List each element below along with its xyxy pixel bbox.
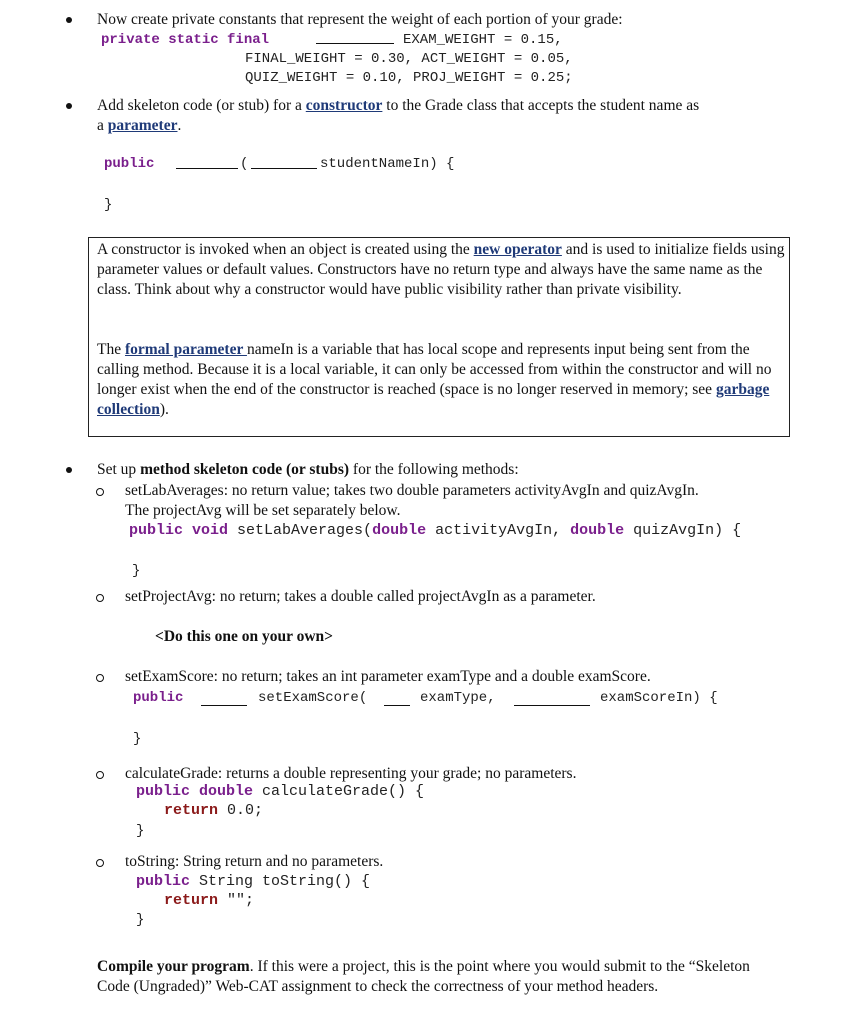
instruction-constructor <box>97 96 699 116</box>
text: nameIn is a variable that has local scope and represents input being sent from the calling method. Because it is a local variable, it can only be accessed from within the constructor and will no longer exist when the end of the constructor is reached (space is no longer reserved in memory; see <box>97 341 772 398</box>
text: . If this were a project, this is the point where you would submit to the “Skeleton Code (Ungraded)” Web-CAT assignment to check the correctness of your method headers. <box>97 958 750 995</box>
method-desc-setexamscore: setExamScore: no return; takes an int parameter examType and a double examScore. <box>125 668 651 685</box>
code-constants-line-0 <box>101 31 269 49</box>
text: to the Grade class that accepts the student name as <box>382 97 700 114</box>
code-text: calculateGrade() { <box>253 783 425 800</box>
code-keyword: double <box>372 522 427 539</box>
method-desc-tostring: toString: String return and no parameters. <box>125 853 384 870</box>
method-desc-setlabaverages: setLabAverages: no return value; takes two double parameters activityAvgIn and quizAvgIn. <box>125 482 699 499</box>
text-bold: Compile your program <box>97 958 250 975</box>
code-setexamscore-public <box>133 689 183 707</box>
instruction-methods <box>97 460 519 480</box>
code-calculategrade <box>136 783 424 801</box>
method-desc-setprojectavg: setProjectAvg: no return; takes a double called projectAvgIn as a parameter. <box>125 588 596 605</box>
code-tostring <box>136 873 370 891</box>
code-setexamscore-p1: examType, <box>420 690 496 706</box>
text: and is used to initialize fields using parameter values or default values. Constructors have no return type and always have the same name as the class. Think about why a constructor would have public visibility rather than private visibility. <box>97 241 785 298</box>
note-paragraph-2 <box>97 340 787 420</box>
note-paragraph-1 <box>97 240 787 300</box>
code-tostring-return <box>164 892 254 910</box>
blank-class-name <box>176 154 238 169</box>
code-calculategrade-return <box>164 802 263 820</box>
blank-double-type <box>514 691 590 706</box>
code-close-brace: } <box>136 912 145 928</box>
blank-int-type <box>384 691 410 706</box>
code-close-brace: } <box>132 563 141 579</box>
blank-param-type <box>251 154 317 169</box>
code-text: setLabAverages( <box>228 522 373 539</box>
sub-bullet-2 <box>96 594 104 602</box>
do-on-your-own-note: <Do this one on your own> <box>155 628 334 645</box>
code-return: return <box>164 892 219 909</box>
bullet-2 <box>66 103 72 109</box>
bullet-3 <box>66 467 72 473</box>
link-parameter[interactable]: parameter <box>107 117 178 134</box>
instruction-constants: Now create private constants that represent the weight of each portion of your grade: <box>97 11 623 28</box>
code-keyword: public <box>133 690 184 706</box>
code-constants-line-3: QUIZ_WEIGHT = 0.10, PROJ_WEIGHT = 0.25; <box>245 70 573 86</box>
code-keyword: public <box>136 873 191 890</box>
code-keyword: public void <box>129 522 229 539</box>
text: . <box>177 117 182 134</box>
text: ). <box>159 401 169 418</box>
blank-type <box>316 29 394 44</box>
code-keyword: public double <box>136 783 254 800</box>
code-constants-line-2: FINAL_WEIGHT = 0.30, ACT_WEIGHT = 0.05, <box>245 51 573 67</box>
code-text: String toString() { <box>190 873 371 890</box>
bullet-1 <box>66 17 72 23</box>
method-desc-setlabaverages-2: The projectAvg will be set separately below. <box>125 502 401 519</box>
text: A constructor is invoked when an object is created using the <box>97 241 474 258</box>
code-keyword: double <box>570 522 625 539</box>
text: Add skeleton code (or stub) for a <box>97 97 306 114</box>
code-close-brace: } <box>104 197 113 213</box>
code-constants-line-1: EXAM_WEIGHT = 0.15, <box>403 32 563 48</box>
text: a <box>97 117 108 134</box>
code-setexamscore-p2: examScoreIn) { <box>600 690 718 706</box>
code-close-brace: } <box>133 731 142 747</box>
code-close-brace: } <box>136 823 145 839</box>
code-keyword: private static final <box>101 32 270 48</box>
link-formal-parameter[interactable]: formal parameter <box>124 341 247 358</box>
code-param: studentNameIn) { <box>320 156 455 172</box>
code-public: public <box>104 156 155 172</box>
link-garbage-collection[interactable]: garbage collection <box>97 381 770 418</box>
text: Set up <box>97 461 141 478</box>
instruction-constructor-line-2 <box>97 116 181 136</box>
link-new-operator[interactable]: new operator <box>473 241 562 258</box>
code-constructor <box>104 155 154 173</box>
code-paren: ( <box>240 156 249 172</box>
text-bold: method skeleton code (or stubs) <box>140 461 350 478</box>
compile-instructions <box>97 957 777 997</box>
text: The <box>97 341 125 358</box>
code-text: quizAvgIn) { <box>624 522 742 539</box>
sub-bullet-5 <box>96 859 104 867</box>
code-text: ""; <box>218 892 255 909</box>
sub-bullet-4 <box>96 771 104 779</box>
sub-bullet-1 <box>96 488 104 496</box>
sub-bullet-3 <box>96 674 104 682</box>
code-setexamscore-name: setExamScore( <box>258 690 368 706</box>
text: for the following methods: <box>349 461 519 478</box>
constructor-note-box <box>88 237 790 437</box>
link-constructor[interactable]: constructor <box>305 97 383 114</box>
method-desc-calculategrade: calculateGrade: returns a double representing your grade; no parameters. <box>125 765 577 782</box>
code-text: 0.0; <box>218 802 264 819</box>
code-return: return <box>164 802 219 819</box>
blank-return-type <box>201 691 247 706</box>
code-setlabaverages <box>129 522 741 540</box>
code-text: activityAvgIn, <box>426 522 571 539</box>
